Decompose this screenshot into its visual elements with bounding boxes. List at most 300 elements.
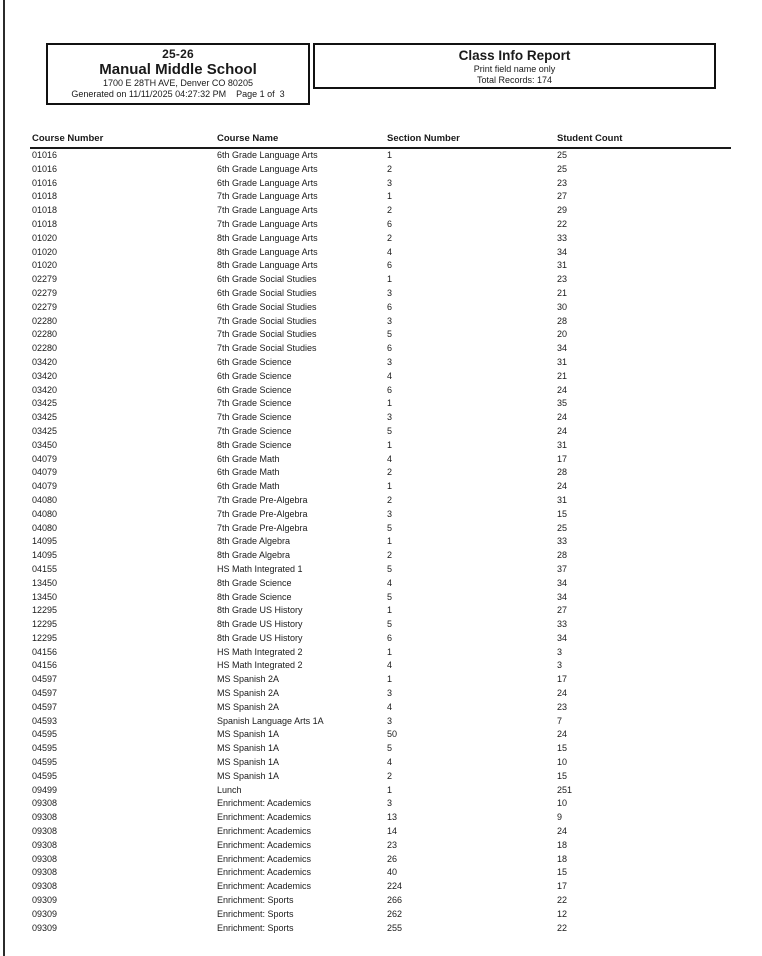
- table-row: [30, 425, 731, 439]
- cell-course-name: MS Spanish 2A: [217, 701, 280, 712]
- cell-student-count: 24: [557, 412, 568, 423]
- table-row: [30, 411, 731, 425]
- cell-section-number: 4: [387, 246, 393, 257]
- cell-course-number: 01020: [32, 260, 58, 271]
- cell-course-name: 8th Grade Language Arts: [217, 246, 318, 257]
- cell-student-count: 15: [557, 508, 568, 519]
- cell-course-number: 04595: [32, 757, 58, 768]
- cell-student-count: 9: [557, 812, 563, 823]
- cell-course-number: 09308: [32, 867, 58, 878]
- column-header-course-number: Course Number: [30, 133, 215, 148]
- cell-student-count: 17: [557, 674, 568, 685]
- cell-course-name: 6th Grade Science: [217, 370, 292, 381]
- table-header: [30, 133, 731, 148]
- cell-course-number: 04595: [32, 743, 58, 754]
- cell-course-name: HS Math Integrated 2: [217, 646, 303, 657]
- cell-course-number: 14095: [32, 536, 58, 547]
- cell-course-number: 02280: [32, 315, 58, 326]
- cell-course-number: 04595: [32, 729, 58, 740]
- table-row: [30, 632, 731, 646]
- cell-section-number: 14: [387, 826, 398, 837]
- cell-student-count: 28: [557, 315, 568, 326]
- table-row: [30, 370, 731, 384]
- cell-course-number: 09309: [32, 908, 58, 919]
- cell-course-number: 01020: [32, 232, 58, 243]
- cell-course-name: 7th Grade Language Arts: [217, 218, 318, 229]
- cell-course-number: 03425: [32, 398, 58, 409]
- cell-student-count: 34: [557, 632, 568, 643]
- cell-section-number: 6: [387, 384, 393, 395]
- table-row: [30, 508, 731, 522]
- cell-section-number: 1: [387, 191, 393, 202]
- cell-course-name: MS Spanish 2A: [217, 688, 280, 699]
- cell-course-name: Enrichment: Academics: [217, 798, 312, 809]
- table-row: [30, 148, 731, 163]
- cell-student-count: 24: [557, 826, 568, 837]
- cell-course-number: 04595: [32, 770, 58, 781]
- cell-section-number: 6: [387, 301, 393, 312]
- cell-section-number: 2: [387, 232, 393, 243]
- cell-course-name: Enrichment: Sports: [217, 908, 294, 919]
- cell-section-number: 5: [387, 563, 393, 574]
- cell-student-count: 3: [557, 646, 563, 657]
- cell-student-count: 34: [557, 591, 568, 602]
- cell-section-number: 6: [387, 343, 393, 354]
- table-row: [30, 825, 731, 839]
- table-row: [30, 618, 731, 632]
- cell-section-number: 2: [387, 163, 393, 174]
- cell-course-name: 6th Grade Science: [217, 384, 292, 395]
- cell-course-name: 7th Grade Science: [217, 412, 292, 423]
- cell-course-name: 7th Grade Pre-Algebra: [217, 494, 308, 505]
- cell-section-number: 2: [387, 467, 393, 478]
- cell-section-number: 3: [387, 412, 393, 423]
- cell-student-count: 10: [557, 798, 568, 809]
- cell-course-name: 8th Grade Algebra: [217, 550, 291, 561]
- table-row: [30, 742, 731, 756]
- cell-section-number: 4: [387, 453, 393, 464]
- cell-course-number: 04597: [32, 688, 58, 699]
- cell-course-name: 7th Grade Pre-Algebra: [217, 522, 308, 533]
- report-table-body: [30, 148, 731, 935]
- cell-student-count: 30: [557, 301, 568, 312]
- table-row: [30, 811, 731, 825]
- cell-course-number: 14095: [32, 550, 58, 561]
- cell-student-count: 33: [557, 536, 568, 547]
- cell-student-count: 23: [557, 274, 568, 285]
- cell-student-count: 25: [557, 150, 568, 160]
- table-row: [30, 659, 731, 673]
- cell-course-name: 7th Grade Language Arts: [217, 191, 318, 202]
- cell-section-number: 3: [387, 798, 393, 809]
- cell-student-count: 21: [557, 370, 568, 381]
- cell-section-number: 1: [387, 646, 393, 657]
- table-row: [30, 728, 731, 742]
- table-row: [30, 715, 731, 729]
- cell-course-number: 01020: [32, 246, 58, 257]
- cell-course-number: 09499: [32, 784, 58, 795]
- cell-course-name: 7th Grade Social Studies: [217, 343, 317, 354]
- table-row: [30, 797, 731, 811]
- cell-course-number: 04079: [32, 453, 58, 464]
- table-row: [30, 535, 731, 549]
- table-row: [30, 342, 731, 356]
- cell-course-name: 8th Grade Algebra: [217, 536, 291, 547]
- table-row: [30, 273, 731, 287]
- cell-section-number: 1: [387, 674, 393, 685]
- table-row: [30, 218, 731, 232]
- cell-course-number: 04156: [32, 660, 58, 671]
- cell-course-name: 6th Grade Math: [217, 467, 280, 478]
- table-row: [30, 259, 731, 273]
- cell-student-count: 24: [557, 425, 568, 436]
- cell-course-name: 7th Grade Social Studies: [217, 329, 317, 340]
- cell-section-number: 4: [387, 660, 393, 671]
- table-row: [30, 770, 731, 784]
- cell-course-name: Enrichment: Academics: [217, 867, 312, 878]
- cell-course-name: 8th Grade US History: [217, 605, 303, 616]
- cell-section-number: 5: [387, 522, 393, 533]
- table-row: [30, 604, 731, 618]
- cell-course-name: 6th Grade Math: [217, 481, 280, 492]
- table-row: [30, 784, 731, 798]
- cell-student-count: 37: [557, 563, 568, 574]
- table-row: [30, 522, 731, 536]
- cell-course-name: 8th Grade Science: [217, 577, 292, 588]
- cell-section-number: 1: [387, 481, 393, 492]
- cell-student-count: 22: [557, 218, 568, 229]
- cell-section-number: 6: [387, 632, 393, 643]
- cell-student-count: 3: [557, 660, 563, 671]
- cell-course-name: 6th Grade Language Arts: [217, 163, 318, 174]
- cell-course-number: 01016: [32, 150, 58, 160]
- cell-section-number: 50: [387, 729, 398, 740]
- cell-section-number: 2: [387, 494, 393, 505]
- cell-section-number: 40: [387, 867, 398, 878]
- cell-course-name: Enrichment: Academics: [217, 853, 312, 864]
- table-row: [30, 853, 731, 867]
- cell-course-name: Enrichment: Academics: [217, 812, 312, 823]
- table-row: [30, 384, 731, 398]
- cell-section-number: 4: [387, 757, 393, 768]
- cell-section-number: 3: [387, 715, 393, 726]
- cell-student-count: 25: [557, 163, 568, 174]
- table-row: [30, 880, 731, 894]
- table-row: [30, 163, 731, 177]
- cell-student-count: 27: [557, 191, 568, 202]
- cell-course-name: 6th Grade Language Arts: [217, 177, 318, 188]
- table-row: [30, 480, 731, 494]
- cell-student-count: 34: [557, 246, 568, 257]
- cell-section-number: 5: [387, 425, 393, 436]
- cell-course-name: 7th Grade Science: [217, 398, 292, 409]
- cell-section-number: 266: [387, 895, 403, 906]
- table-row: [30, 577, 731, 591]
- cell-course-name: Spanish Language Arts 1A: [217, 715, 324, 726]
- cell-student-count: 31: [557, 439, 568, 450]
- cell-course-name: 7th Grade Language Arts: [217, 205, 318, 216]
- cell-course-name: Enrichment: Academics: [217, 881, 312, 892]
- cell-section-number: 262: [387, 908, 403, 919]
- cell-course-name: 6th Grade Math: [217, 453, 280, 464]
- cell-student-count: 28: [557, 467, 568, 478]
- cell-course-number: 04080: [32, 508, 58, 519]
- cell-course-name: MS Spanish 1A: [217, 770, 280, 781]
- cell-section-number: 1: [387, 439, 393, 450]
- cell-section-number: 1: [387, 274, 393, 285]
- cell-student-count: 15: [557, 867, 568, 878]
- cell-course-number: 04079: [32, 467, 58, 478]
- cell-student-count: 34: [557, 343, 568, 354]
- cell-course-number: 09308: [32, 853, 58, 864]
- cell-student-count: 35: [557, 398, 568, 409]
- table-row: [30, 301, 731, 315]
- cell-student-count: 17: [557, 453, 568, 464]
- cell-course-number: 09309: [32, 922, 58, 933]
- school-name: Manual Middle School: [99, 61, 257, 78]
- table-row: [30, 646, 731, 660]
- cell-section-number: 2: [387, 770, 393, 781]
- cell-course-name: Lunch: [217, 784, 242, 795]
- cell-course-number: 02279: [32, 274, 58, 285]
- cell-course-number: 09308: [32, 812, 58, 823]
- table-row: [30, 232, 731, 246]
- column-header-course-name: Course Name: [215, 133, 385, 148]
- cell-course-name: 6th Grade Social Studies: [217, 274, 317, 285]
- cell-section-number: 1: [387, 398, 393, 409]
- cell-course-number: 02279: [32, 301, 58, 312]
- table-row: [30, 177, 731, 191]
- cell-course-name: 6th Grade Social Studies: [217, 301, 317, 312]
- cell-course-number: 04155: [32, 563, 58, 574]
- cell-student-count: 15: [557, 770, 568, 781]
- table-row: [30, 922, 731, 936]
- report-subtitle: Print field name only: [473, 64, 556, 74]
- cell-course-number: 09308: [32, 839, 58, 850]
- cell-course-name: MS Spanish 1A: [217, 757, 280, 768]
- cell-student-count: 27: [557, 605, 568, 616]
- cell-course-number: 01018: [32, 191, 58, 202]
- cell-course-number: 09308: [32, 881, 58, 892]
- cell-section-number: 5: [387, 591, 393, 602]
- cell-course-number: 04156: [32, 646, 58, 657]
- cell-course-number: 09308: [32, 826, 58, 837]
- cell-section-number: 3: [387, 287, 393, 298]
- cell-course-name: 8th Grade Language Arts: [217, 260, 318, 271]
- cell-course-name: 8th Grade US History: [217, 632, 303, 643]
- cell-course-number: 09308: [32, 798, 58, 809]
- cell-course-name: 6th Grade Science: [217, 356, 292, 367]
- cell-student-count: 24: [557, 729, 568, 740]
- cell-student-count: 33: [557, 232, 568, 243]
- cell-student-count: 29: [557, 205, 568, 216]
- cell-section-number: 3: [387, 177, 393, 188]
- cell-course-name: 8th Grade Science: [217, 439, 292, 450]
- cell-student-count: 10: [557, 757, 568, 768]
- cell-course-number: 02280: [32, 343, 58, 354]
- cell-student-count: 251: [557, 784, 573, 795]
- cell-course-number: 01018: [32, 205, 58, 216]
- cell-section-number: 1: [387, 605, 393, 616]
- table-row: [30, 466, 731, 480]
- cell-course-number: 02279: [32, 287, 58, 298]
- cell-student-count: 22: [557, 922, 568, 933]
- table-row: [30, 494, 731, 508]
- cell-student-count: 17: [557, 881, 568, 892]
- cell-section-number: 2: [387, 550, 393, 561]
- cell-section-number: 3: [387, 508, 393, 519]
- table-row: [30, 673, 731, 687]
- table-row: [30, 687, 731, 701]
- table-row: [30, 453, 731, 467]
- cell-course-name: 8th Grade US History: [217, 619, 303, 630]
- school-address: 1700 E 28TH AVE, Denver CO 80205: [103, 78, 253, 88]
- table-row: [30, 315, 731, 329]
- column-header-student-count: Student Count: [555, 133, 731, 148]
- cell-course-name: HS Math Integrated 2: [217, 660, 303, 671]
- cell-course-name: Enrichment: Academics: [217, 826, 312, 837]
- cell-student-count: 24: [557, 481, 568, 492]
- cell-section-number: 1: [387, 784, 393, 795]
- cell-student-count: 31: [557, 494, 568, 505]
- school-year: 25-26: [162, 47, 194, 61]
- cell-section-number: 255: [387, 922, 403, 933]
- cell-course-name: Enrichment: Sports: [217, 895, 294, 906]
- cell-student-count: 7: [557, 715, 563, 726]
- cell-course-number: 09309: [32, 895, 58, 906]
- cell-student-count: 18: [557, 839, 568, 850]
- cell-course-number: 01018: [32, 218, 58, 229]
- cell-section-number: 26: [387, 853, 398, 864]
- cell-student-count: 23: [557, 177, 568, 188]
- cell-course-name: 7th Grade Science: [217, 425, 292, 436]
- cell-course-number: 04080: [32, 494, 58, 505]
- cell-section-number: 5: [387, 329, 393, 340]
- cell-section-number: 3: [387, 315, 393, 326]
- table-row: [30, 246, 731, 260]
- school-info-box: [46, 43, 310, 105]
- cell-course-number: 12295: [32, 619, 58, 630]
- cell-course-number: 04597: [32, 674, 58, 685]
- cell-student-count: 24: [557, 384, 568, 395]
- cell-course-name: 8th Grade Language Arts: [217, 232, 318, 243]
- cell-section-number: 1: [387, 150, 393, 160]
- cell-course-number: 13450: [32, 591, 58, 602]
- cell-student-count: 12: [557, 908, 568, 919]
- table-row: [30, 356, 731, 370]
- cell-course-number: 12295: [32, 632, 58, 643]
- cell-student-count: 21: [557, 287, 568, 298]
- table-row: [30, 204, 731, 218]
- cell-course-number: 12295: [32, 605, 58, 616]
- cell-section-number: 1: [387, 536, 393, 547]
- cell-course-number: 04593: [32, 715, 58, 726]
- cell-course-number: 04597: [32, 701, 58, 712]
- cell-course-name: 6th Grade Language Arts: [217, 150, 318, 160]
- cell-student-count: 24: [557, 688, 568, 699]
- cell-course-number: 13450: [32, 577, 58, 588]
- cell-section-number: 2: [387, 205, 393, 216]
- table-row: [30, 563, 731, 577]
- cell-course-number: 02280: [32, 329, 58, 340]
- report-title: Class Info Report: [458, 48, 571, 63]
- cell-section-number: 3: [387, 356, 393, 367]
- cell-student-count: 31: [557, 260, 568, 271]
- cell-course-name: Enrichment: Sports: [217, 922, 294, 933]
- class-info-table: [30, 133, 731, 935]
- cell-section-number: 5: [387, 619, 393, 630]
- cell-student-count: 15: [557, 743, 568, 754]
- cell-student-count: 28: [557, 550, 568, 561]
- cell-course-name: MS Spanish 1A: [217, 743, 280, 754]
- table-row: [30, 190, 731, 204]
- table-row: [30, 397, 731, 411]
- cell-student-count: 22: [557, 895, 568, 906]
- cell-student-count: 25: [557, 522, 568, 533]
- report-info-box: [313, 43, 716, 89]
- cell-course-number: 01016: [32, 163, 58, 174]
- cell-student-count: 31: [557, 356, 568, 367]
- cell-section-number: 23: [387, 839, 398, 850]
- cell-student-count: 23: [557, 701, 568, 712]
- cell-section-number: 4: [387, 701, 393, 712]
- table-row: [30, 701, 731, 715]
- page-left-edge-line: [3, 0, 5, 956]
- table-row: [30, 839, 731, 853]
- cell-section-number: 4: [387, 577, 393, 588]
- table-row: [30, 756, 731, 770]
- cell-course-name: Enrichment: Academics: [217, 839, 312, 850]
- table-row: [30, 439, 731, 453]
- table-row: [30, 328, 731, 342]
- cell-course-name: 6th Grade Social Studies: [217, 287, 317, 298]
- column-header-section-number: Section Number: [385, 133, 555, 148]
- cell-section-number: 3: [387, 688, 393, 699]
- cell-course-number: 03450: [32, 439, 58, 450]
- table-row: [30, 287, 731, 301]
- cell-section-number: 224: [387, 881, 403, 892]
- table-row: [30, 591, 731, 605]
- generated-timestamp: Generated on 11/11/2025 04:27:32 PM Page 1 of 3: [71, 89, 285, 99]
- cell-course-number: 04079: [32, 481, 58, 492]
- cell-course-number: 04080: [32, 522, 58, 533]
- cell-section-number: 6: [387, 218, 393, 229]
- cell-course-name: 8th Grade Science: [217, 591, 292, 602]
- cell-course-name: 7th Grade Social Studies: [217, 315, 317, 326]
- cell-section-number: 13: [387, 812, 398, 823]
- table-row: [30, 549, 731, 563]
- table-row: [30, 894, 731, 908]
- cell-course-name: MS Spanish 2A: [217, 674, 280, 685]
- cell-course-name: 7th Grade Pre-Algebra: [217, 508, 308, 519]
- cell-section-number: 4: [387, 370, 393, 381]
- cell-course-number: 03420: [32, 370, 58, 381]
- cell-student-count: 18: [557, 853, 568, 864]
- table-row: [30, 908, 731, 922]
- table-row: [30, 866, 731, 880]
- cell-course-name: MS Spanish 1A: [217, 729, 280, 740]
- total-records: Total Records: 174: [476, 75, 553, 85]
- cell-student-count: 33: [557, 619, 568, 630]
- cell-course-number: 03425: [32, 412, 58, 423]
- cell-student-count: 34: [557, 577, 568, 588]
- cell-course-number: 03420: [32, 384, 58, 395]
- cell-course-number: 01016: [32, 177, 58, 188]
- cell-course-number: 03425: [32, 425, 58, 436]
- cell-course-number: 03420: [32, 356, 58, 367]
- cell-course-name: HS Math Integrated 1: [217, 563, 303, 574]
- cell-section-number: 5: [387, 743, 393, 754]
